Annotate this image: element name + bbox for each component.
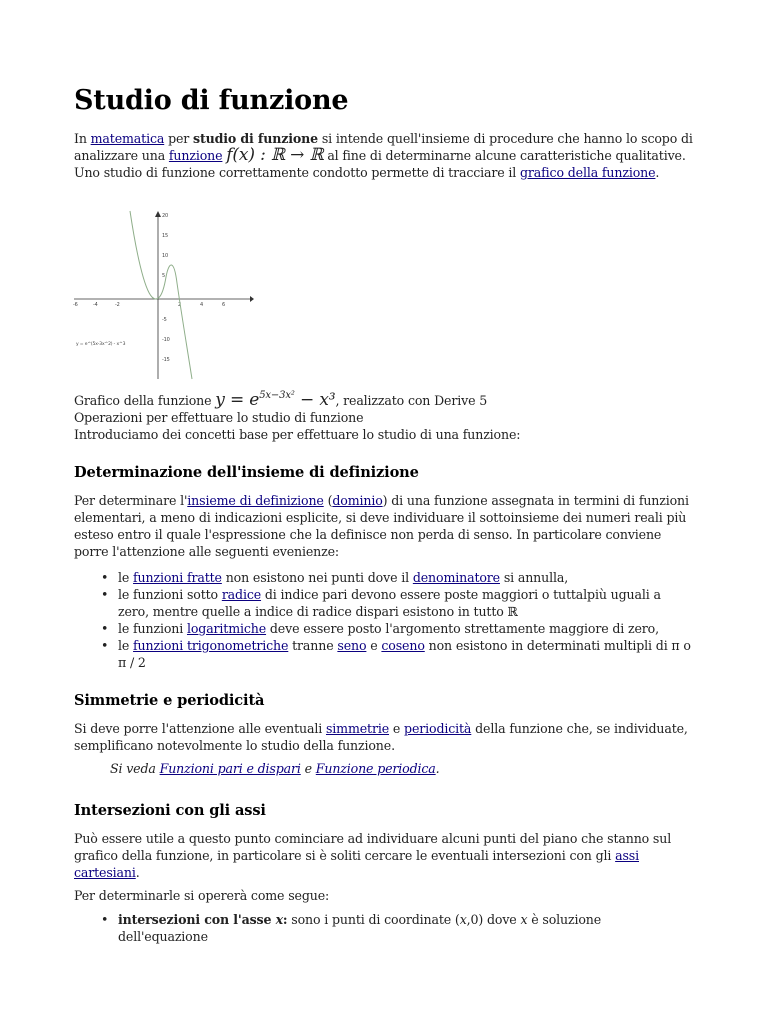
section-heading-simmetrie: Simmetrie e periodicità	[74, 692, 265, 709]
link-grafico-della-funzione[interactable]: grafico della funzione	[520, 165, 656, 180]
link-funzione-periodica[interactable]: Funzione periodica	[315, 761, 436, 776]
caption-line-3: Introduciamo dei concetti base per effettuare lo studio di una funzione:	[74, 427, 521, 442]
y-tick-label: 5	[162, 273, 166, 279]
link-matematica[interactable]: matematica	[90, 131, 165, 146]
x-tick-label: 4	[200, 302, 204, 308]
y-axis-arrow	[155, 211, 161, 217]
link-dominio[interactable]: dominio	[332, 493, 383, 508]
x-tick-label: -6	[73, 302, 78, 308]
link-logaritmiche[interactable]: logaritmiche	[186, 621, 267, 636]
figure-caption	[74, 387, 694, 443]
y-tick-label: -15	[162, 357, 170, 363]
page-title: Studio di funzione	[74, 85, 349, 116]
link-funzioni-pari-e-dispari[interactable]: Funzioni pari e dispari	[159, 761, 301, 776]
list-item: • le funzioni sotto radice di indice pari devono essere poste maggiori o tuttalpiù uguali a zero, mentre quelle a indice di radice dispari esistono in tutto ℝ	[118, 586, 694, 620]
curve-label: y = e^(5x-3x^2) - x^3	[76, 342, 126, 347]
link-coseno[interactable]: coseno	[381, 638, 425, 653]
formula-f-of-x: f(x) : ℝ → ℝ	[226, 145, 324, 165]
caption-formula: $y = e^{5x-3x^2} - x^3$	[215, 390, 336, 410]
y-tick-label: -5	[162, 317, 167, 323]
list-item: • intersezioni con l'asse x: sono i punti di coordinate (x,0) dove x è soluzione dell'equazione	[118, 911, 694, 945]
caption-line-1: Grafico della funzione $y = e^{5x-3x^2} - x^3$, realizzato con Derive 5	[74, 390, 488, 410]
x-axis-arrow	[250, 296, 254, 302]
section3-paragraph-1: Può essere utile a questo punto cominciare ad individuare alcuni punti del piano che stanno sul grafico della funzione, in particolare si è soliti cercare le eventuali intersezioni con gli assi cartesiani.	[74, 831, 672, 880]
x-tick-label: -2	[115, 302, 120, 308]
function-curve	[130, 211, 192, 379]
x-tick-label: 2	[178, 302, 182, 308]
intersections-list	[74, 911, 694, 945]
section1-paragraph: Per determinare l'insieme di definizione (dominio) di una funzione assegnata in termini di funzioni elementari, a meno di indicazioni esplicite, si deve individuare il sottoinsieme dei numeri reali più esteso entro il quale l'espressione che la definisce non perda di senso. In particolare conviene porre l'attenzione alle seguenti evenienze:	[74, 493, 689, 559]
caption-line-2: Operazioni per effettuare lo studio di funzione	[74, 410, 364, 425]
link-seno[interactable]: seno	[337, 638, 367, 653]
link-funzione[interactable]: funzione	[168, 148, 223, 163]
y-tick-label: 20	[162, 213, 169, 219]
link-funzioni-fratte[interactable]: funzioni fratte	[133, 570, 222, 585]
link-insieme-di-definizione[interactable]: insieme di definizione	[187, 493, 324, 508]
intro-paragraph: In matematica per studio di funzione si intende quell'insieme di procedure che hanno lo scopo di analizzare una funzione f(x) : ℝ → ℝ al fine di determinarne alcune caratteristiche qualitative. Uno studio di funzione correttamente condotto permette di tracciare il grafico della funzione.	[74, 131, 693, 180]
list-item: • le funzioni fratte non esistono nei punti dove il denominatore si annulla,	[118, 569, 694, 586]
graph-svg	[74, 211, 254, 379]
list-item: • le funzioni trigonometriche tranne seno e coseno non esistono in determinati multipli di π o π / 2	[118, 637, 694, 671]
section3-paragraph-2: Per determinarle si opererà come segue:	[74, 888, 330, 903]
x-tick-label: -4	[93, 302, 98, 308]
domain-rules-list	[74, 569, 694, 671]
section2-paragraph: Si deve porre l'attenzione alle eventuali simmetrie e periodicità della funzione che, se individuate, semplificano notevolmente lo studio della funzione.	[74, 721, 688, 753]
y-tick-label: -10	[162, 337, 170, 343]
section-heading-intersezioni: Intersezioni con gli assi	[74, 802, 266, 819]
link-simmetrie[interactable]: simmetrie	[325, 721, 390, 736]
bold-studio-di-funzione: studio di funzione	[193, 131, 318, 146]
article-content	[74, 84, 694, 945]
see-also-note: Si veda Funzioni pari e dispari e Funzione periodica.	[110, 761, 440, 776]
list-item: • le funzioni logaritmiche deve essere posto l'argomento strettamente maggiore di zero,	[118, 620, 694, 637]
link-radice[interactable]: radice	[221, 587, 262, 602]
link-funzioni-trigonometriche[interactable]: funzioni trigonometriche	[133, 638, 289, 653]
link-assi-cartesiani[interactable]: assi cartesiani	[74, 848, 639, 880]
x-tick-label: 6	[222, 302, 226, 308]
function-graph-image	[74, 211, 254, 379]
link-periodicita[interactable]: periodicità	[404, 721, 472, 736]
y-tick-label: 10	[162, 253, 169, 259]
section-heading-dominio: Determinazione dell'insieme di definizione	[74, 464, 419, 481]
link-denominatore[interactable]: denominatore	[412, 570, 500, 585]
y-tick-label: 15	[162, 233, 169, 239]
